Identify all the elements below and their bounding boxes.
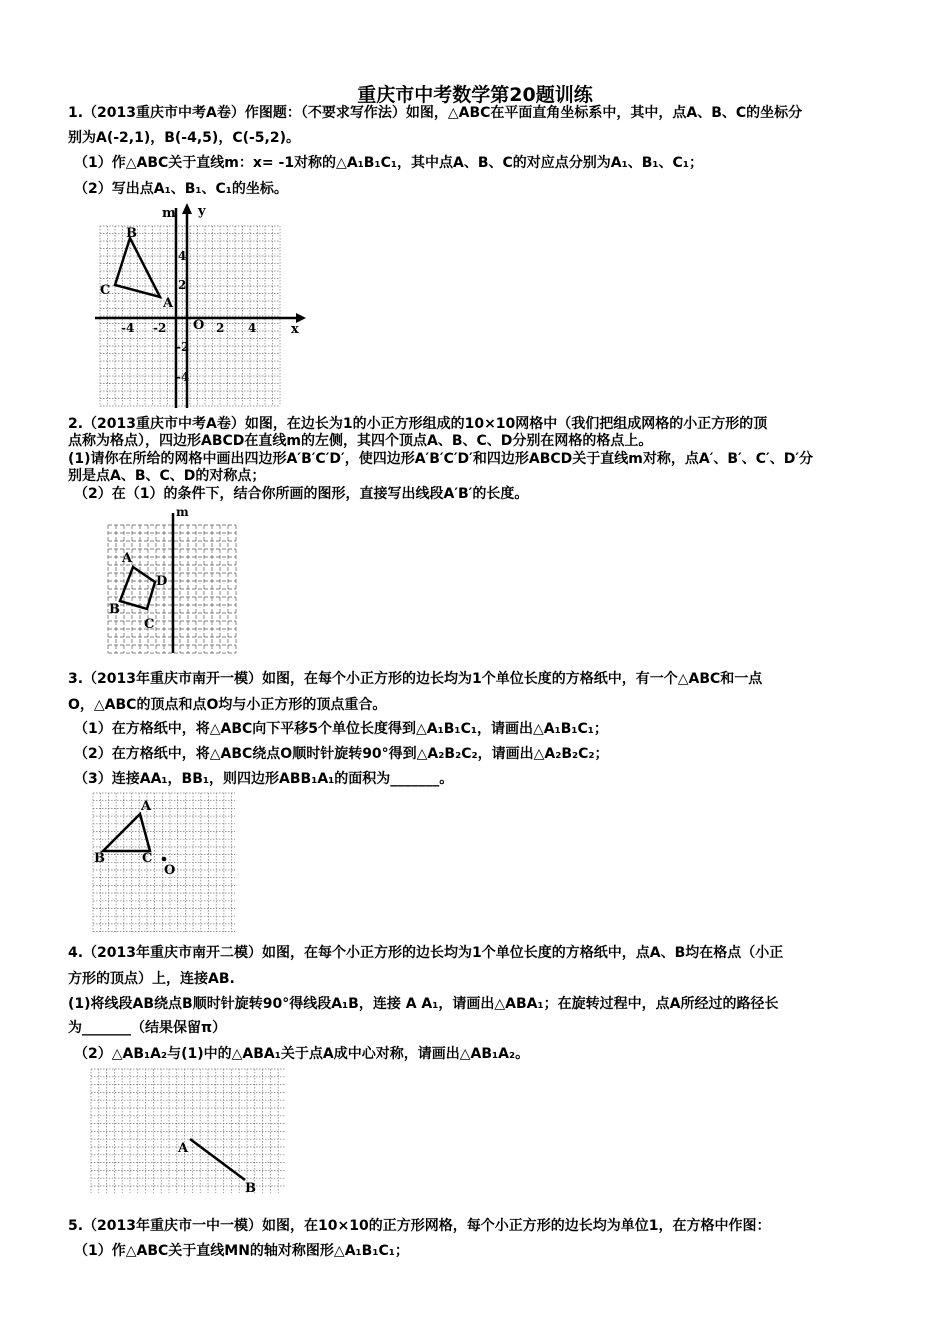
q3-sub-3: （3）连接AA₁，BB₁，则四边形ABB₁A₁的面积为_______。: [74, 771, 454, 787]
q1-tick-xm4: -4: [121, 321, 135, 335]
q1-label-x: x: [291, 322, 299, 337]
q2-quadrilateral-abcd: [120, 567, 155, 609]
q1-line-2: 别为A(-2,1)，B(-4,5)，C(-5,2)。: [68, 130, 301, 146]
q4-segment-ab: [190, 1139, 245, 1180]
q3-label-a: A: [141, 799, 152, 814]
q3-label-o: O: [164, 863, 176, 878]
q1-label-y: y: [198, 204, 206, 219]
q2-grid-figure: [100, 505, 240, 655]
q4-line-3: (1)将线段AB绕点B顺时针旋转90°得线段A₁B，连接 A A₁，请画出△ABA₁；在旋转过程中，点A所经过的路径长: [68, 996, 779, 1012]
q4-grid-figure: [88, 1066, 288, 1196]
q2-sub-2: （2）在（1）的条件下，结合你所画的图形，直接写出线段A′B′的长度。: [74, 486, 529, 502]
q3-line-1: 3.（2013年重庆市南开一模）如图，在每个小正方形的边长均为1个单位长度的方格纸中，有一个△ABC和一点: [68, 671, 763, 687]
q4-line-1: 4.（2013年重庆市南开二模）如图，在每个小正方形的边长均为1个单位长度的方格纸中，点A、B均在格点（小正: [68, 945, 784, 961]
q2-label-m: m: [176, 505, 189, 519]
q2-line-4: 别是点A、B、C、D的对称点；: [68, 468, 266, 484]
q2-label-a: A: [122, 551, 133, 566]
q1-tick-xm2: -2: [153, 321, 167, 335]
q2-label-b: B: [109, 602, 120, 617]
q1-label-a: A: [163, 296, 174, 311]
q4-label-a: A: [178, 1141, 189, 1156]
q4-sub-2: （2）△AB₁A₂与(1)中的△ABA₁关于点A成中心对称，请画出△AB₁A₂。: [74, 1046, 530, 1062]
q2-line-3: (1)请你在所给的网格中画出四边形A′B′C′D′，使四边形A′B′C′D′和四边形ABCD关于直线m对称，点A′、B′、C′、D′分: [68, 451, 814, 467]
q4-label-b: B: [245, 1181, 256, 1196]
q5-line-1: 5.（2013年重庆市一中一模）如图，在10×10的正方形网格，每个小正方形的边长均为单位1，在方格中作图：: [68, 1218, 771, 1234]
q3-point-o: [162, 857, 167, 862]
q3-sub-1: （1）在方格纸中，将△ABC向下平移5个单位长度得到△A₁B₁C₁，请画出△A₁B₁C₁；: [74, 721, 608, 737]
q5-sub-1: （1）作△ABC关于直线MN的轴对称图形△A₁B₁C₁；: [74, 1243, 409, 1259]
q2-line-1: 2.（2013重庆市中考A卷）如图，在边长为1的小正方形组成的10×10网格中（我们把组成网格的小正方形的顶: [68, 416, 768, 432]
q3-label-b: B: [94, 851, 105, 866]
q1-label-c: C: [100, 283, 111, 298]
q1-label-m: m: [162, 206, 176, 221]
q2-label-d: D: [156, 574, 168, 589]
q1-tick-y4: 4: [178, 249, 187, 263]
q1-tick-y2: 2: [178, 278, 187, 292]
q1-label-origin: O: [193, 318, 205, 333]
q1-sub-2: （2）写出点A₁、B₁、C₁的坐标。: [74, 181, 288, 197]
q1-tick-ym4: -4: [176, 370, 190, 384]
q2-line-2: 点称为格点），四边形ABCD在直线m的左侧，其四个顶点A、B、C、D分别在网格的格点上。: [68, 433, 653, 449]
q3-triangle-abc: [103, 814, 150, 851]
q1-label-b: B: [126, 226, 137, 241]
q1-triangle-abc: [115, 238, 160, 297]
q1-line-1: 1.（2013重庆市中考A卷）作图题：（不要求写作法）如图，△ABC在平面直角坐标系中，其中，点A、B、C的坐标分: [68, 105, 803, 121]
q1-sub-1: （1）作△ABC关于直线m：x= -1对称的△A₁B₁C₁，其中点A、B、C的对应点分别为A₁、B₁、C₁；: [74, 155, 703, 171]
q4-line-4: 为_______（结果保留π）: [68, 1020, 227, 1036]
q4-line-2: 方形的顶点）上，连接AB.: [68, 971, 235, 987]
q3-line-2: O，△ABC的顶点和点O均与小正方形的顶点重合。: [68, 697, 387, 713]
q1-tick-x2: 2: [216, 321, 225, 335]
page-title: 重庆市中考数学第20题训练: [357, 84, 593, 106]
q1-tick-x4: 4: [248, 321, 257, 335]
q3-label-c: C: [142, 851, 153, 866]
q2-label-c: C: [144, 617, 155, 632]
q1-coordinate-figure: [92, 200, 312, 410]
q3-grid-figure: [90, 790, 238, 935]
q1-tick-ym2: -2: [176, 340, 190, 354]
q3-sub-2: （2）在方格纸中，将△ABC绕点O顺时针旋转90°得到△A₂B₂C₂，请画出△A₂B₂C₂；: [74, 746, 609, 762]
